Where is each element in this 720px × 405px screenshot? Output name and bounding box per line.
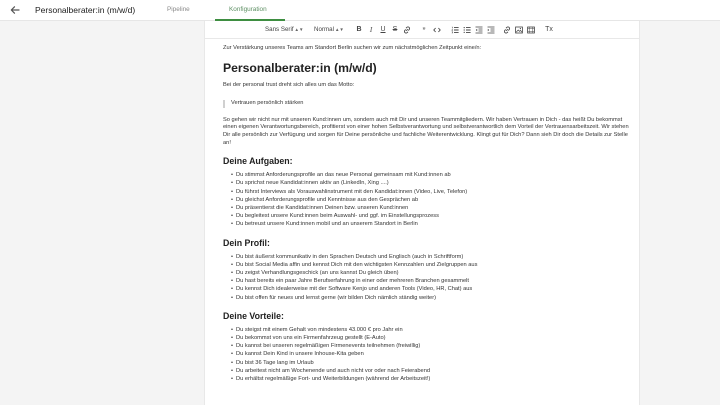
list-item: • Du bekommst von uns ein Firmenfahrzeug gestellt (E-Auto) (223, 334, 635, 342)
link2-icon[interactable] (502, 25, 512, 35)
font-family-value: Sans Serif (265, 26, 294, 33)
font-size-value: Normal (314, 26, 334, 33)
benefits-list (223, 326, 635, 383)
list-item: • Du zeigst Verhandlungsgeschick (an uns kannst Du gleich üben) (223, 269, 635, 277)
list-item: • Du hast bereits ein paar Jahre Berufserfahrung in einer oder mehreren Branchen gesammelt (223, 277, 635, 285)
list-item: • Du kennst Dich idealerweise mit der Software Kenjo und anderen Tools (Video, HR, Chat) aus (223, 285, 635, 293)
list-item: • Du kannst bei unseren regelmäßigen Firmenevents teilnehmen (freiwillig) (223, 342, 635, 350)
list-item: • Du erhältst regelmäßige Fort- und Weiterbildungen (während der Arbeitszeit!) (223, 375, 635, 383)
tab-konfiguration[interactable]: Konfiguration (229, 6, 267, 13)
font-size-select[interactable] (314, 26, 344, 33)
list-item: • Du präsentierst die Kandidat:innen Deinen bzw. unseren Kund:innen (223, 204, 635, 212)
tab-pipeline[interactable]: Pipeline (167, 6, 190, 13)
back-arrow-icon[interactable] (9, 4, 21, 16)
page-title: Personalberater:in (m/w/d) (35, 5, 136, 15)
list-item: • Du stimmst Anforderungsprofile an das neue Personal gemeinsam mit Kund:innen ab (223, 171, 635, 179)
list-item: • Du arbeitest nicht am Wochenende und auch nicht vor oder nach Feierabend (223, 367, 635, 375)
chevron-updown-icon: ▲▼ (294, 27, 304, 32)
tasks-list (223, 171, 635, 228)
list-item: • Du führst Interviews als Vorauswahlinstrument mit den Kandidat:innen (Video, Live, Telefon) (223, 188, 635, 196)
list-item: • Du bist Social Media affin und kennst Dich mit den wichtigsten Kennzahlen und Zielgruppen aus (223, 261, 635, 269)
link-icon[interactable] (402, 25, 412, 35)
benefits-heading: Deine Vorteile: (223, 310, 284, 321)
company-paragraph: So gehen wir nicht nur mit unseren Kund:innen um, sondern auch mit Dir und unseren Teammitgliedern. Wir haben Vertrauen in Dich - das heißt Du bekommst einen eigenen Verantwortungsbereich, profitierst von einer hohen Selbstverantwortung und selbstverantwortlich dem Vorteil der Vertrauensarbeitszeit. Wir stehen Dir alle persönlich zur Verfügung und sorgen für Deine persönliche und fachliche Weiterentwicklung. Klingt gut für Dich? Dann sieh Dir doch die Details zur Stelle an! (223, 116, 629, 146)
code-icon[interactable] (432, 25, 442, 35)
italic-icon[interactable]: I (369, 26, 373, 34)
ordered-list-icon[interactable] (450, 25, 460, 35)
indent-icon[interactable] (486, 25, 496, 35)
list-item: • Du steigst mit einem Gehalt von mindestens 43.000 € pro Jahr ein (223, 326, 635, 334)
motto-text: Bei der personal trust dreht sich alles um das Motto: (223, 81, 355, 88)
list-item: • Du bist 36 Tage lang im Urlaub (223, 359, 635, 367)
intro-text: Zur Verstärkung unseres Teams am Standort Berlin suchen wir zum nächstmöglichen Zeitpunkt eine/n: (223, 45, 482, 51)
bold-icon[interactable]: B (356, 26, 362, 33)
list-item: • Du bist offen für neues und lernst gerne (wir bilden Dich nämlich ständig weiter) (223, 294, 635, 302)
profile-list (223, 253, 635, 302)
list-item: • Du betreust unsere Kund:innen mobil und an unserem Standort in Berlin (223, 220, 635, 228)
video-icon[interactable] (526, 25, 536, 35)
list-item: • Du bist äußerst kommunikativ in den Sprachen Deutsch und Englisch (auch in Schriftform) (223, 253, 635, 261)
clear-format-icon[interactable]: Tx (545, 26, 553, 33)
profile-heading: Dein Profil: (223, 237, 270, 248)
list-item: • Du gleichst Anforderungsprofile und Kenntnisse aus den Gesprächen ab (223, 196, 635, 204)
motto-quote: Vertrauen persönlich stärken (223, 100, 635, 108)
editor-content[interactable] (223, 45, 635, 383)
job-heading: Personalberater:in (m/w/d) (223, 60, 377, 75)
image-icon[interactable] (514, 25, 524, 35)
top-bar (0, 0, 720, 21)
tasks-heading: Deine Aufgaben: (223, 156, 293, 167)
list-item: • Du begleitest unsere Kund:innen beim Auswahl- und ggf. im Einstellungsprozess (223, 212, 635, 220)
strike-icon[interactable]: S (392, 26, 398, 33)
font-family-select[interactable] (265, 26, 303, 33)
editor-toolbar (205, 21, 640, 39)
underline-icon[interactable]: U (380, 26, 386, 33)
list-item: • Du kannst Dein Kind in unsere Inhouse-Kita geben (223, 350, 635, 358)
list-item: • Du sprichst neue Kandidat:innen aktiv an (LinkedIn, Xing ....) (223, 179, 635, 187)
chevron-updown-icon: ▲▼ (334, 27, 344, 32)
editor-sheet (204, 21, 640, 405)
outdent-icon[interactable] (474, 25, 484, 35)
quote-icon[interactable]: ” (422, 26, 426, 36)
bullet-list-icon[interactable] (462, 25, 472, 35)
